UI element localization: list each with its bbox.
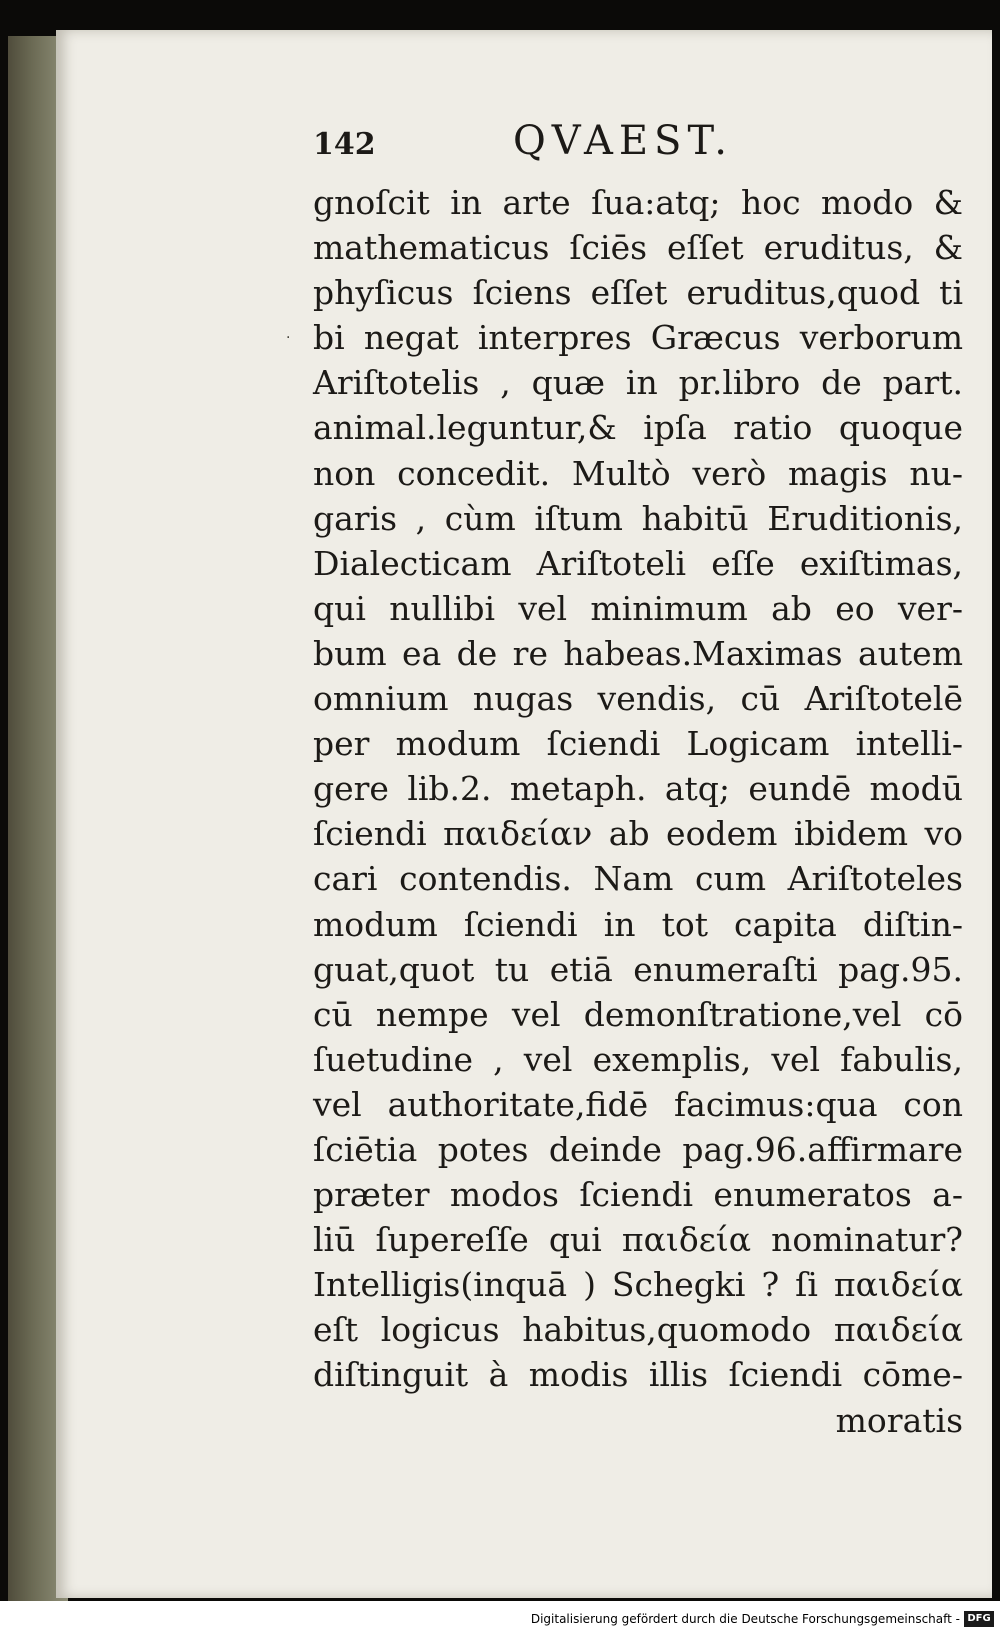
text-line: garis , cùm iſtum habitū Eruditionis, bbox=[313, 498, 963, 538]
text-line: cari contendis. Nam cum Ariſtoteles bbox=[313, 859, 963, 899]
margin-mark: · bbox=[286, 330, 291, 346]
text-line: gere lib.2. metaph. atq; eundē modū bbox=[313, 769, 963, 809]
text-line: per modum ſciendi Logicam intelli- bbox=[313, 724, 963, 764]
text-line: animal.leguntur,& ipſa ratio quoque bbox=[313, 408, 963, 448]
text-line: ſuetudine , vel exemplis, vel fabulis, bbox=[313, 1039, 963, 1079]
text-line: modum ſciendi in tot capita diſtin- bbox=[313, 904, 963, 944]
text-line: Ariſtotelis , quæ in pr.libro de part. bbox=[313, 363, 963, 403]
text-line: ſciētia potes deinde pag.96.affirmare bbox=[313, 1129, 963, 1169]
text-line: eſt logicus habitus,quomodo παιδεία bbox=[313, 1310, 963, 1350]
text-line: bum ea de re habeas.Maximas autem bbox=[313, 633, 963, 673]
text-line: vel authoritate,fidē facimus:qua con bbox=[313, 1084, 963, 1124]
text-line: non concedit. Multò verò magis nu- bbox=[313, 453, 963, 493]
text-line: Dialecticam Ariſtoteli eſſe exiſtimas, bbox=[313, 543, 963, 583]
text-line: gnoſcit in arte ſua:atq; hoc modo & bbox=[313, 183, 963, 222]
text-block bbox=[313, 118, 963, 1443]
text-line: Intelligis(inquā ) Schegki ? ſi παιδεία bbox=[313, 1265, 963, 1305]
text-line: phyſicus ſciens eſſet eruditus,quod ti bbox=[313, 273, 963, 313]
text-line: qui nullibi vel minimum ab eo ver- bbox=[313, 588, 963, 628]
body-text bbox=[313, 180, 963, 1443]
footer-credit: Digitalisierung gefördert durch die Deutsche Forschungsgemeinschaft - bbox=[530, 1612, 960, 1626]
footer-bar bbox=[0, 1601, 1000, 1633]
page-number: 142 bbox=[313, 127, 376, 162]
dfg-logo: DFG bbox=[964, 1611, 994, 1627]
text-line: diſtinguit à modis illis ſciendi cōme- bbox=[313, 1355, 963, 1395]
text-line: liū ſupereſſe qui παιδεία nominatur? bbox=[313, 1220, 963, 1260]
text-line: mathematicus ſciēs eſſet eruditus, & bbox=[313, 228, 963, 268]
text-line: bi negat interpres Græcus verborum bbox=[313, 318, 963, 358]
text-line: omnium nugas vendis, cū Ariſtotelē bbox=[313, 679, 963, 719]
text-line: cū nempe vel demonſtratione,vel cō bbox=[313, 994, 963, 1034]
text-line: ſciendi παιδείαν ab eodem ibidem vo bbox=[313, 814, 963, 854]
text-line: guat,quot tu etiā enumeraſti pag.95. bbox=[313, 949, 963, 989]
running-head: QVAEST. bbox=[513, 118, 733, 164]
page-header bbox=[313, 118, 963, 180]
catchword: moratis bbox=[835, 1400, 963, 1440]
text-line: præter modos ſciendi enumeratos a- bbox=[313, 1175, 963, 1215]
